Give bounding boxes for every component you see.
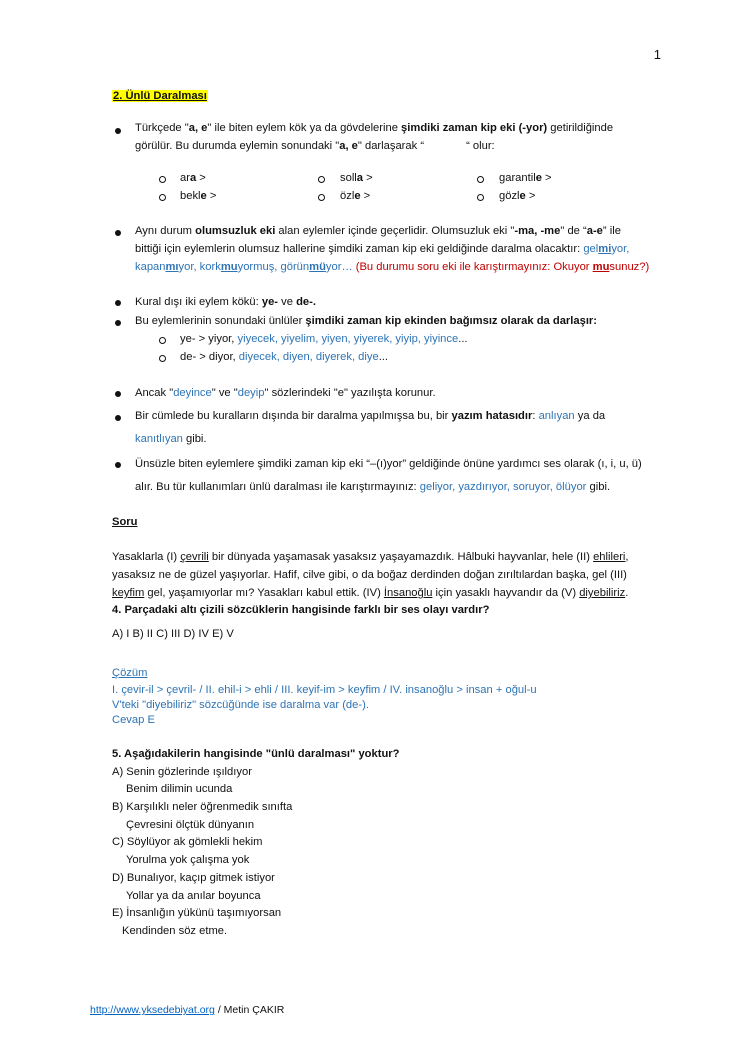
bullet4-text: Bu eylemlerinin sonundaki ünlüler şimdiki zaman kip ekinden bağımsız olarak da darlaşır: [135,315,598,327]
bullet5-text: Ancak "deyince" ve "deyip" sözlerindeki "e" yazılışta korunur. [135,387,436,399]
option-c-line1: C) Söylüyor ak gömlekli hekim [112,836,263,848]
option-c-line2: Yorulma yok çalışma yok [126,854,250,866]
ye-examples: ye- > yiyor, yiyecek, yiyelim, yiyen, yiyerek, yiyip, yiyince... [180,333,468,345]
bullet2-line3: kapanmıyor, korkmuyormuş, görünmüyor… (Bu durumu soru eki ile karıştırmayınız: Okuyor musunuz?) [135,261,650,273]
solution-line1: I. çevir-il > çevril- / II. ehil-i > ehli / III. keyif-im > keyfim / IV. insanoğlu > insan + oğul-u [112,684,537,696]
sub-bullet-icon [159,194,166,201]
de-examples: de- > diyor, diyecek, diyen, diyerek, diye... [180,351,389,363]
example-solla: solla > [340,172,373,184]
sub-bullet-icon [477,194,484,201]
bullet-icon [115,230,121,236]
passage-line1: Yasaklarla (I) çevrili bir dünyada yaşamasak yasaksız yaşayamazdık. Hâlbuki hayvanlar, hele (II) ehlileri, [112,551,629,563]
bullet7-line2: alır. Bu tür kullanımları ünlü daralması ile karıştırmayınız: geliyor, yazdırıyor, soruyor, ölüyor gibi. [135,481,611,493]
bullet-icon [115,128,121,134]
bullet-icon [115,415,121,421]
bullet2-line1: Aynı durum olumsuzluk eki alan eylemler içinde geçerlidir. Olumsuzluk eki "-ma, -me" de “a-e” ile [135,225,621,237]
example-ozle: özle > [340,190,371,202]
bullet-icon [115,300,121,306]
website-link[interactable]: http://www.yksedebiyat.org [90,1004,215,1016]
example-garantile: garantile > [499,172,552,184]
bullet2-line2: bittiği için eylemlerin olumsuz hallerine şimdiki zaman kip eki geldiğinde daralma olacaktır: gelmiyor, [135,243,630,255]
page-number: 1 [653,47,661,62]
sub-bullet-icon [477,176,484,183]
option-d-line1: D) Bunalıyor, kaçıp gitmek istiyor [112,872,275,884]
bullet-icon [115,391,121,397]
question-4-options: A) I B) II C) III D) IV E) V [112,628,234,640]
solution-heading: Çözüm [112,667,148,679]
bullet-icon [115,462,121,468]
bullet6-line2: kanıtlıyan gibi. [135,433,207,445]
bullet-icon [115,320,121,326]
bullet7-line1: Ünsüzle biten eylemlere şimdiki zaman kip eki “–(ı)yor” geldiğinde önüne yardımcı ses olarak (ı, i, u, ü) [135,458,642,470]
passage-line2: yasaksız ne de güzel yaşıyorlar. Hafif, cilve gibi, o da boğaz derdinden doğan zırıltılardan başka, gel (III) [112,569,627,581]
section-title: 2. Ünlü Daralması [113,90,207,102]
option-a-line1: A) Senin gözlerinde ışıldıyor [112,766,252,778]
sub-bullet-icon [159,176,166,183]
example-gozle: gözle > [499,190,536,202]
sub-bullet-icon [318,194,325,201]
bullet6-line1: Bir cümlede bu kuralların dışında bir daralma yapılmışsa bu, bir yazım hatasıdır: anlıyan ya da [135,410,606,422]
soru-heading: Soru [112,516,138,528]
option-e-line1: E) İnsanlığın yükünü taşımıyorsan [112,907,282,919]
sub-bullet-icon [159,355,166,362]
footer [90,1004,284,1016]
option-d-line2: Yollar ya da anılar boyunca [126,890,261,902]
bullet1-line2: görülür. Bu durumda eylemin sonundaki "a, e" darlaşarak “ “ olur: [135,140,495,152]
example-bekle: bekle > [180,190,217,202]
option-b-line2: Çevresini ölçtük dünyanın [126,819,255,831]
example-ara: ara > [180,172,206,184]
footer-author: / Metin ÇAKIR [214,1004,285,1016]
passage-line3: keyfim gel, yaşamıyorlar mı? Yasakları kabul ettik. (IV) İnsanoğlu için yasaklı hayvandır da (V) diyebiliriz. [112,587,629,599]
option-b-line1: B) Karşılıklı neler öğrenmedik sınıfta [112,801,293,813]
question-5: 5. Aşağıdakilerin hangisinde "ünlü daralması" yoktur? [112,748,400,760]
option-a-line2: Benim dilimin ucunda [126,783,233,795]
solution-answer: Cevap E [112,714,155,726]
question-4: 4. Parçadaki altı çizili sözcüklerin hangisinde farklı bir ses olayı vardır? [112,604,490,616]
bullet1-line1: Türkçede "a, e" ile biten eylem kök ya da gövdelerine şimdiki zaman kip eki (-yor) getirildiğinde [135,122,614,134]
bullet3-text: Kural dışı iki eylem kökü: ye- ve de-. [135,296,316,308]
solution-line2: V'teki "diyebiliriz" sözcüğünde ise daralma var (de-). [112,699,369,711]
sub-bullet-icon [159,337,166,344]
sub-bullet-icon [318,176,325,183]
option-e-line2: Kendinden söz etme. [122,925,228,937]
